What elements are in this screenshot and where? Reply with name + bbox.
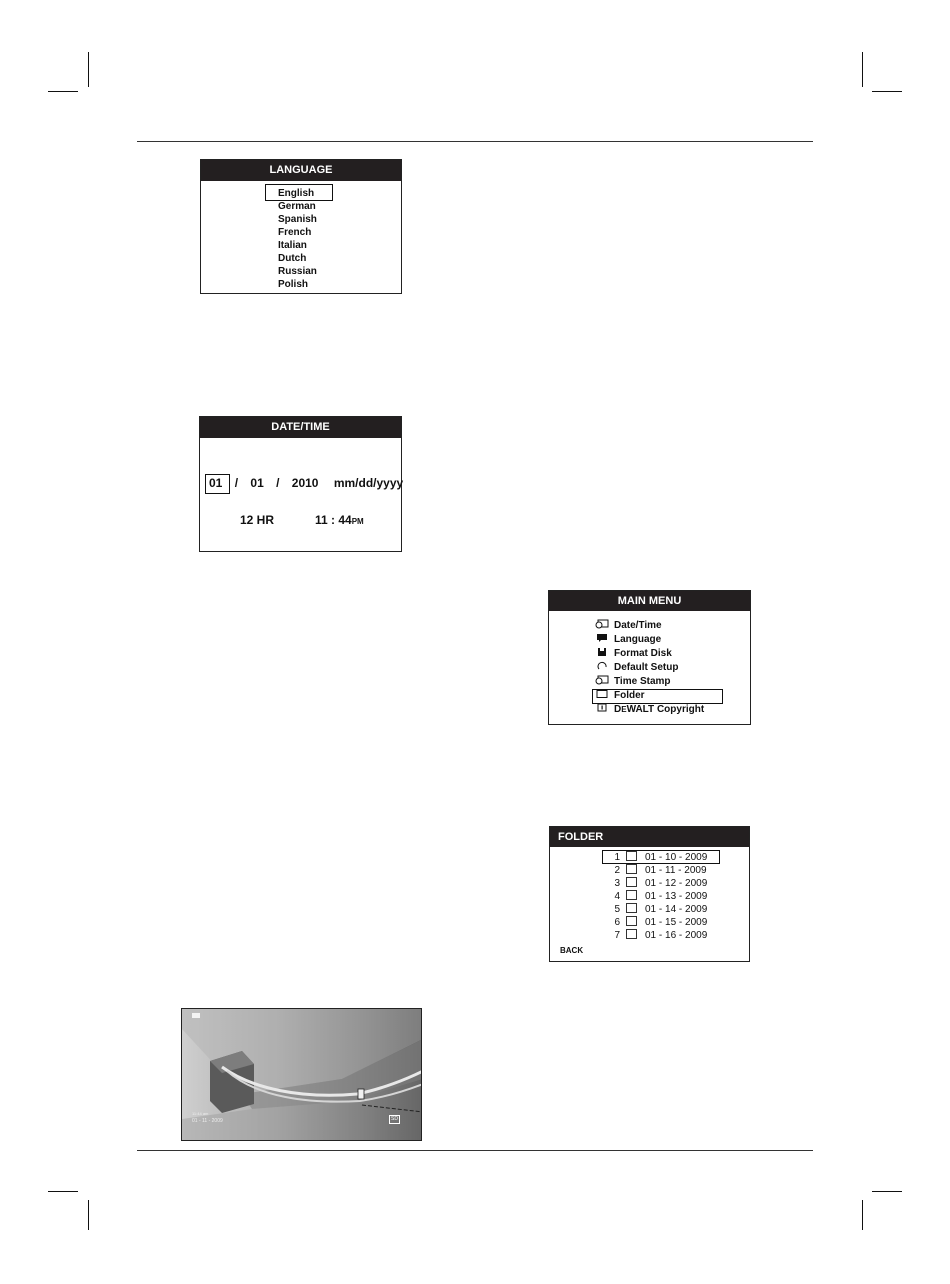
language-option-english[interactable]: English (278, 188, 315, 199)
image-date-stamp: 01 - 11 - 2009 (192, 1118, 223, 1124)
folder-number: 3 (614, 878, 620, 889)
menu-item-folder[interactable] (595, 689, 645, 703)
menu-item-label: Date/Time (614, 620, 662, 631)
folder-date: 01 - 11 - 2009 (645, 865, 707, 876)
crop-mark (48, 1191, 78, 1192)
hour-mode-field[interactable]: 12 HR (240, 513, 275, 527)
reset-arrow-icon (595, 661, 607, 670)
back-button[interactable]: BACK (560, 946, 584, 955)
crop-mark (48, 91, 78, 92)
date-separator: / (234, 476, 239, 490)
datetime-menu-title: DATE/TIME (200, 417, 401, 438)
folder-icon (595, 689, 607, 698)
menu-item-format-disk[interactable] (595, 647, 672, 661)
language-option-french[interactable]: French (278, 227, 312, 238)
folder-menu-title: FOLDER (550, 827, 749, 847)
crop-mark (862, 52, 863, 87)
ampm-value: PM (351, 517, 364, 526)
menu-item-label: Folder (614, 690, 645, 701)
folder-row-3[interactable] (610, 877, 707, 890)
crop-mark (872, 91, 902, 92)
folder-row-6[interactable] (610, 916, 707, 929)
language-option-german[interactable]: German (278, 201, 316, 212)
menu-item-label: Format Disk (614, 648, 672, 659)
folder-icon (626, 877, 637, 887)
folder-icon (626, 929, 637, 939)
folder-number: 1 (614, 852, 620, 863)
language-option-russian[interactable]: Russian (278, 266, 317, 277)
folder-number: 2 (614, 865, 620, 876)
month-field[interactable]: 01 (209, 476, 223, 490)
floppy-disk-icon (595, 647, 607, 656)
language-list (278, 187, 348, 291)
playback-image (181, 1008, 422, 1141)
folder-date: 01 - 15 - 2009 (645, 917, 708, 928)
folder-menu (549, 826, 750, 962)
year-field[interactable]: 2010 (291, 476, 319, 490)
date-separator: / (276, 476, 280, 490)
language-option-spanish[interactable]: Spanish (278, 214, 317, 225)
speech-bubble-icon (595, 633, 607, 642)
crop-mark (862, 1200, 863, 1230)
folder-date: 01 - 12 - 2009 (645, 878, 708, 889)
folder-icon (626, 903, 637, 913)
folder-icon (626, 890, 637, 900)
sd-card-icon: SD (391, 1116, 398, 1122)
image-time-stamp: 11:44 am (192, 1111, 209, 1116)
header-rule (137, 141, 813, 142)
folder-number: 4 (614, 891, 620, 902)
folder-row-1[interactable] (610, 851, 707, 864)
menu-item-label: Default Setup (614, 662, 679, 673)
day-field[interactable]: 01 (250, 476, 264, 490)
folder-number: 7 (614, 930, 620, 941)
menu-item-label: Time Stamp (614, 676, 671, 687)
language-menu (200, 159, 402, 294)
folder-date: 01 - 14 - 2009 (645, 904, 708, 915)
date-row (209, 476, 403, 490)
folder-icon (626, 851, 637, 861)
crop-mark (88, 52, 89, 87)
folder-row-5[interactable] (610, 903, 707, 916)
language-option-dutch[interactable]: Dutch (278, 253, 307, 264)
footer-rule (137, 1150, 813, 1151)
crop-mark (88, 1200, 89, 1230)
menu-item-time-stamp[interactable] (595, 675, 671, 689)
main-menu-title: MAIN MENU (549, 591, 750, 611)
info-icon (595, 703, 607, 712)
menu-item-language[interactable] (595, 633, 661, 647)
menu-item-date-time[interactable] (595, 619, 662, 633)
folder-number: 6 (614, 917, 620, 928)
datetime-menu (199, 416, 402, 552)
folder-date: 01 - 10 - 2009 (645, 852, 708, 863)
folder-date: 01 - 13 - 2009 (645, 891, 708, 902)
menu-item-dewalt-copyright[interactable] (595, 703, 704, 717)
main-menu (548, 590, 751, 725)
language-option-italian[interactable]: Italian (278, 240, 307, 251)
language-menu-title: LANGUAGE (201, 160, 401, 181)
folder-number: 5 (614, 904, 620, 915)
folder-date: 01 - 16 - 2009 (645, 930, 708, 941)
crop-mark (872, 1191, 902, 1192)
folder-row-4[interactable] (610, 890, 707, 903)
clock-stamp-icon (595, 675, 607, 684)
menu-item-label: DEWALT Copyright (614, 704, 705, 715)
folder-row-7[interactable] (610, 929, 707, 942)
folder-icon (626, 916, 637, 926)
menu-item-default-setup[interactable] (595, 661, 678, 675)
date-format-field[interactable]: mm/dd/yyyy (333, 476, 404, 490)
folder-icon (626, 864, 637, 874)
time-field[interactable] (315, 513, 364, 527)
time-value: 11 : 44 (315, 513, 352, 527)
menu-item-label: Language (614, 634, 662, 645)
folder-row-2[interactable] (610, 864, 707, 877)
clock-icon (595, 619, 607, 628)
language-option-polish[interactable]: Polish (278, 279, 309, 290)
